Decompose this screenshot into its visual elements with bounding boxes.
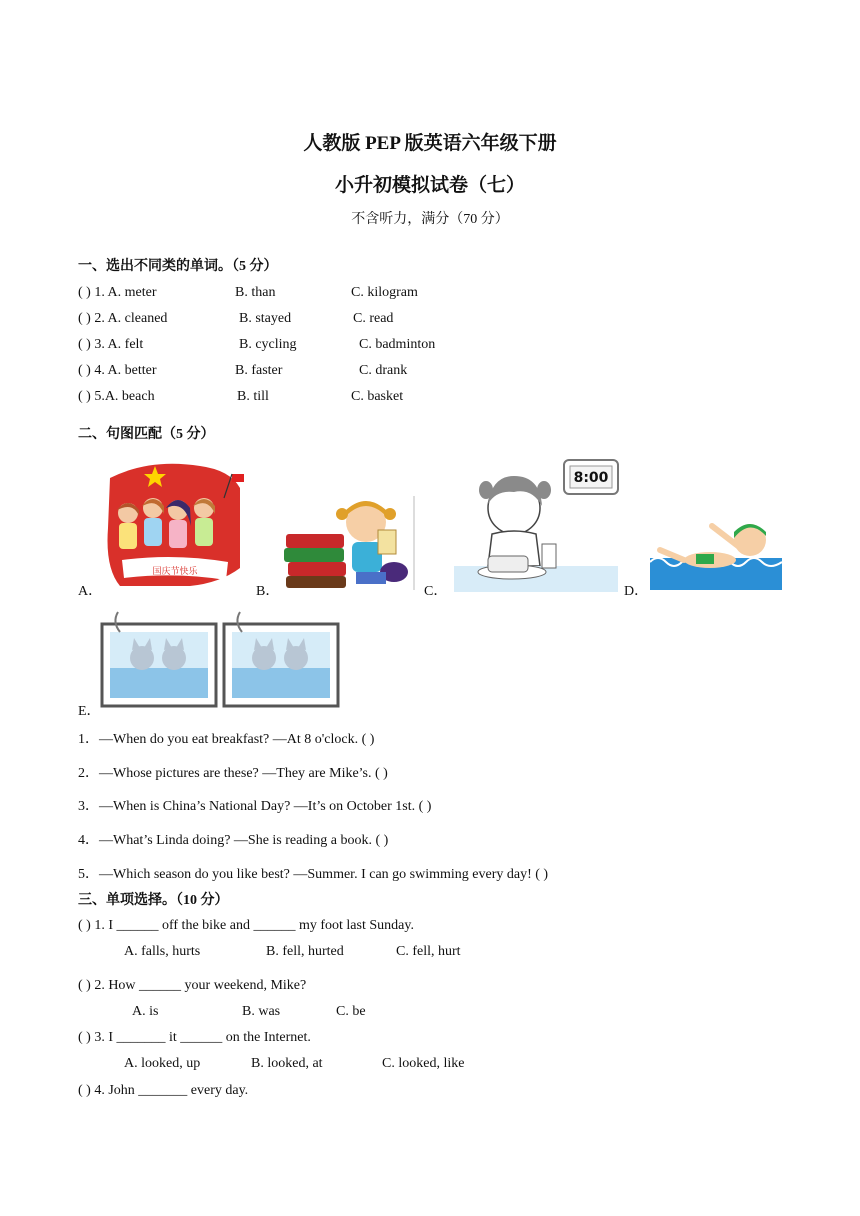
mc-q1-option-b: B. fell, hurted [266,944,344,959]
boy-swimming-image [650,518,782,590]
mc-q1-option-c: C. fell, hurt [396,944,461,959]
mc-q1-option-a: A. falls, hurts [124,944,201,959]
pic-a-label: A． [78,584,103,599]
q1-1-c: C. kilogram [351,285,418,300]
section-2-heading: 二、句图匹配（5 分） [78,427,215,442]
breakfast-girl-image [452,458,620,592]
banner-text: 国庆节快乐 [152,567,198,577]
match-sentence-4: 4．—What’s Linda doing? —She is reading a book. ( ) [78,833,389,848]
q1-2-b: B. stayed [239,311,292,326]
mc-question-3: ( ) 3. I _______ it ______ on the Internet. [78,1030,311,1045]
q1-5-b: B. till [237,389,269,404]
q1-3-c: C. badminton [359,337,436,352]
doc-title: 人教版 PEP 版英语六年级下册 [303,133,557,154]
q1-4-stem: ( ) 4. A. better [78,363,157,378]
clock-text: 8:00 [573,470,609,486]
match-sentence-3: 3．—When is China’s National Day? —It’s on October 1st. ( ) [78,799,432,814]
mc-q3-option-c: C. looked, like [382,1056,465,1071]
mc-q3-option-a: A. looked, up [124,1056,201,1071]
mc-question-1: ( ) 1. I ______ off the bike and ______ my foot last Sunday. [78,918,414,933]
q1-3-b: B. cycling [239,337,297,352]
doc-subtitle: 小升初模拟试卷（七） [334,175,525,196]
q1-4-c: C. drank [359,363,408,378]
q1-4-b: B. faster [235,363,283,378]
score-note: 不含听力，满分（70 分） [351,212,509,227]
q1-5-c: C. basket [351,389,404,404]
mc-q3-option-b: B. looked, at [251,1056,323,1071]
national-day-girls-image [100,458,248,592]
q1-5-stem: ( ) 5.A. beach [78,389,155,404]
q1-2-stem: ( ) 2. A. cleaned [78,311,168,326]
section-1-heading: 一、选出不同类的单词。（5 分） [78,259,278,274]
q1-2-c: C. read [353,311,394,326]
mc-question-4: ( ) 4. John _______ every day. [78,1083,249,1098]
section-3-heading: 三、单项选择。（10 分） [78,893,229,908]
match-sentence-2: 2．—Whose pictures are these? —They are Mike’s. ( ) [78,766,388,781]
q1-3-stem: ( ) 3. A. felt [78,337,144,352]
girl-reading-image [282,494,416,592]
match-sentence-5: 5．—Which season do you like best? —Summer. I can go swimming every day! ( ) [78,867,549,882]
mc-q2-option-a: A. is [132,1004,159,1019]
mc-question-2: ( ) 2. How ______ your weekend, Mike? [78,978,307,993]
pic-b-label: B． [256,584,280,599]
pic-d-label: D． [624,584,649,599]
q1-1-stem: ( ) 1. A. meter [78,285,157,300]
pic-e-label: E． [78,704,101,719]
q1-1-b: B. than [235,285,276,300]
pic-c-label: C． [424,584,448,599]
match-sentence-1: 1．—When do you eat breakfast? —At 8 o'clock. ( ) [78,732,375,747]
cat-pictures-image [98,608,344,708]
mc-q2-option-c: C. be [336,1004,366,1019]
mc-q2-option-b: B. was [242,1004,281,1019]
